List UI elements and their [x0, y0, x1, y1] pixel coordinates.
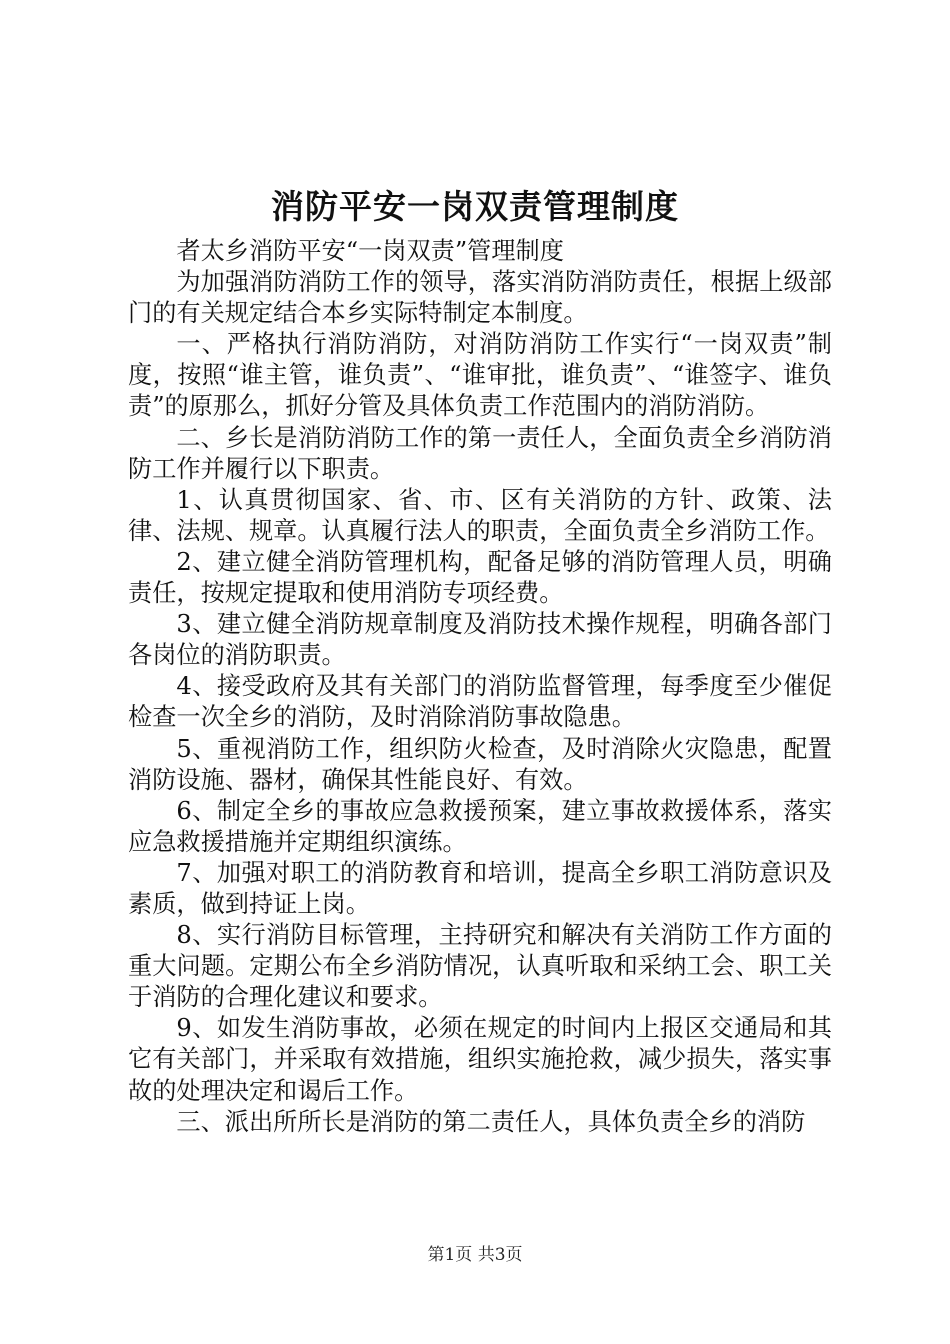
- paragraph: 二、乡长是消防消防工作的第一责任人，全面负责全乡消防消防工作并履行以下职责。: [128, 423, 832, 483]
- paragraph: 1、认真贯彻国家、省、市、区有关消防的方针、政策、法律、法规、规章。认真履行法人的职责，全面负责全乡消防工作。: [128, 485, 832, 545]
- document-title: 消防平安一岗双责管理制度: [271, 187, 679, 226]
- paragraph: 3、建立健全消防规章制度及消防技术操作规程，明确各部门各岗位的消防职责。: [128, 610, 832, 670]
- paragraph: 8、实行消防目标管理，主持研究和解决有关消防工作方面的重大问题。定期公布全乡消防情况，认真听取和采纳工会、职工关于消防的合理化建议和要求。: [128, 921, 832, 1012]
- paragraph: 2、建立健全消防管理机构，配备足够的消防管理人员，明确责任，按规定提取和使用消防专项经费。: [128, 547, 832, 608]
- paragraph: 为加强消防消防工作的领导，落实消防消防责任，根据上级部门的有关规定结合本乡实际特制定本制度。: [128, 268, 832, 328]
- paragraph: 一、严格执行消防消防，对消防消防工作实行“一岗双责”制度，按照“谁主管，谁负责”、“谁审批，谁负责”、“谁签字、谁负责”的原那么，抓好分管及具体负责工作范围内的消防消防。: [128, 330, 832, 421]
- page-number-footer: 第1页 共3页: [427, 1245, 523, 1265]
- paragraph: 9、如发生消防事故，必须在规定的时间内上报区交通局和其它有关部门，并采取有效措施，组织实施抢救，减少损失，落实事故的处理决定和谒后工作。: [128, 1014, 832, 1105]
- paragraph: 三、派出所所长是消防的第二责任人，具体负责全乡的消防: [176, 1107, 806, 1136]
- paragraph: 5、重视消防工作，组织防火检查，及时消除火灾隐患，配置消防设施、器材，确保其性能良好、有效。: [128, 734, 832, 794]
- paragraph: 6、制定全乡的事故应急救援预案，建立事故救援体系，落实应急救援措施并定期组织演练。: [128, 796, 832, 856]
- document-body: [128, 236, 832, 1138]
- paragraph: 7、加强对职工的消防教育和培训，提高全乡职工消防意识及素质，做到持证上岗。: [128, 858, 832, 918]
- paragraph: 者太乡消防平安“一岗双责”管理制度: [176, 237, 564, 265]
- paragraph: 4、接受政府及其有关部门的消防监督管理，每季度至少催促检查一次全乡的消防，及时消除消防事故隐患。: [128, 672, 832, 732]
